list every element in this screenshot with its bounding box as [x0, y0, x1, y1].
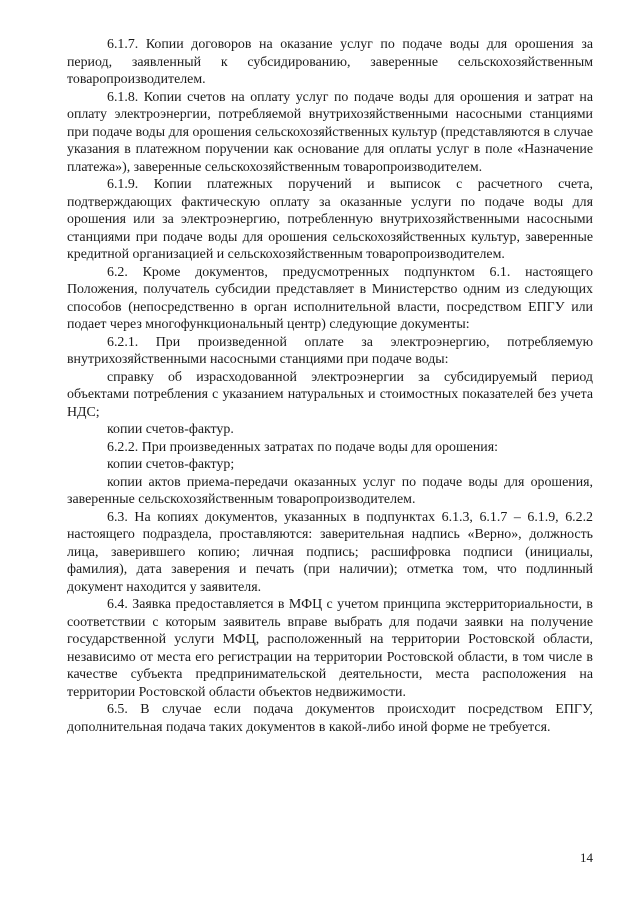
paragraph-electricity-certificate: справку об израсходованной электроэнергии за субсидируемый период объектами потребления с указанием натуральных и стоимостных показателей без учета НДС;: [67, 369, 593, 420]
paragraph-6-4: 6.4. Заявка предоставляется в МФЦ с учетом принципа экстерриториальности, в соответствии с которым заявитель вправе выбрать для подачи заявки на получение государственной услуги МФЦ, расположенный на территории Ростовской области, независимо от места его регистрации на территории Ростовской области, в том числе в качестве субъекта предпринимательской деятельности, места расположения на территории Ростовской области объектов недвижимости.: [67, 597, 593, 700]
paragraph-6-1-7: 6.1.7. Копии договоров на оказание услуг по подаче воды для орошения за период, заявленный к субсидированию, заверенные сельскохозяйственным товаропроизводителем.: [67, 37, 593, 87]
paragraph-6-2: 6.2. Кроме документов, предусмотренных подпунктом 6.1. настоящего Положения, получатель субсидии представляет в Министерство одним из следующих способов (непосредственно в орган исполнительной власти, посредством ЕПГУ или подает через многофункциональный центр) следующие документы:: [67, 264, 593, 332]
paragraph-6-3: 6.3. На копиях документов, указанных в подпунктах 6.1.3, 6.1.7 – 6.1.9, 6.2.2 настоящего подраздела, проставляются: заверительная надпись «Верно», должность лица, заверившего копию; личная подпись; расшифровка подписи (инициалы, фамилия), дата заверения и печать (при наличии); отметка том, что подлинный документ находится у заявителя.: [67, 509, 593, 595]
paragraph-6-2-2: 6.2.2. При произведенных затратах по подаче воды для орошения:: [107, 439, 498, 455]
paragraph-invoice-copies-1: копии счетов-фактур.: [107, 422, 234, 437]
paragraph-invoice-copies-2: копии счетов-фактур;: [107, 457, 235, 472]
paragraph-6-5: 6.5. В случае если подача документов происходит посредством ЕПГУ, дополнительная подача таких документов в какой-либо иной форме не требуется.: [67, 702, 593, 735]
paragraph-6-2-1: 6.2.1. При произведенной оплате за электроэнергию, потребляемую внутрихозяйственными насосными станциями при подаче воды:: [67, 334, 593, 367]
paragraph-acceptance-acts: копии актов приема-передачи оказанных услуг по подаче воды для орошения, заверенные сельскохозяйственным товаропроизводителем.: [67, 474, 593, 507]
paragraph-6-1-9: 6.1.9. Копии платежных поручений и выписок с расчетного счета, подтверждающих фактическую оплату за оказанные услуги по подаче воды для орошения или за электроэнергию, потребленную внутрихозяйственными насосными станциями при подаче воды для орошения сельскохозяйственных культур, заверенные кредитной организацией и сельскохозяйственным товаропроизводителем.: [67, 177, 593, 262]
page-number: 14: [580, 850, 593, 865]
document-body: [67, 36, 593, 736]
paragraph-6-1-8: 6.1.8. Копии счетов на оплату услуг по подаче воды для орошения и затрат на оплату электроэнергии, потребляемой внутрихозяйственными насосными станциями при подаче воды для орошения сельскохозяйственных культур (представляются в случае указания в платежном поручении как основание для оплаты услуг в поле «Назначение платежа»), заверенные сельскохозяйственным товаропроизводителем.: [67, 89, 593, 175]
